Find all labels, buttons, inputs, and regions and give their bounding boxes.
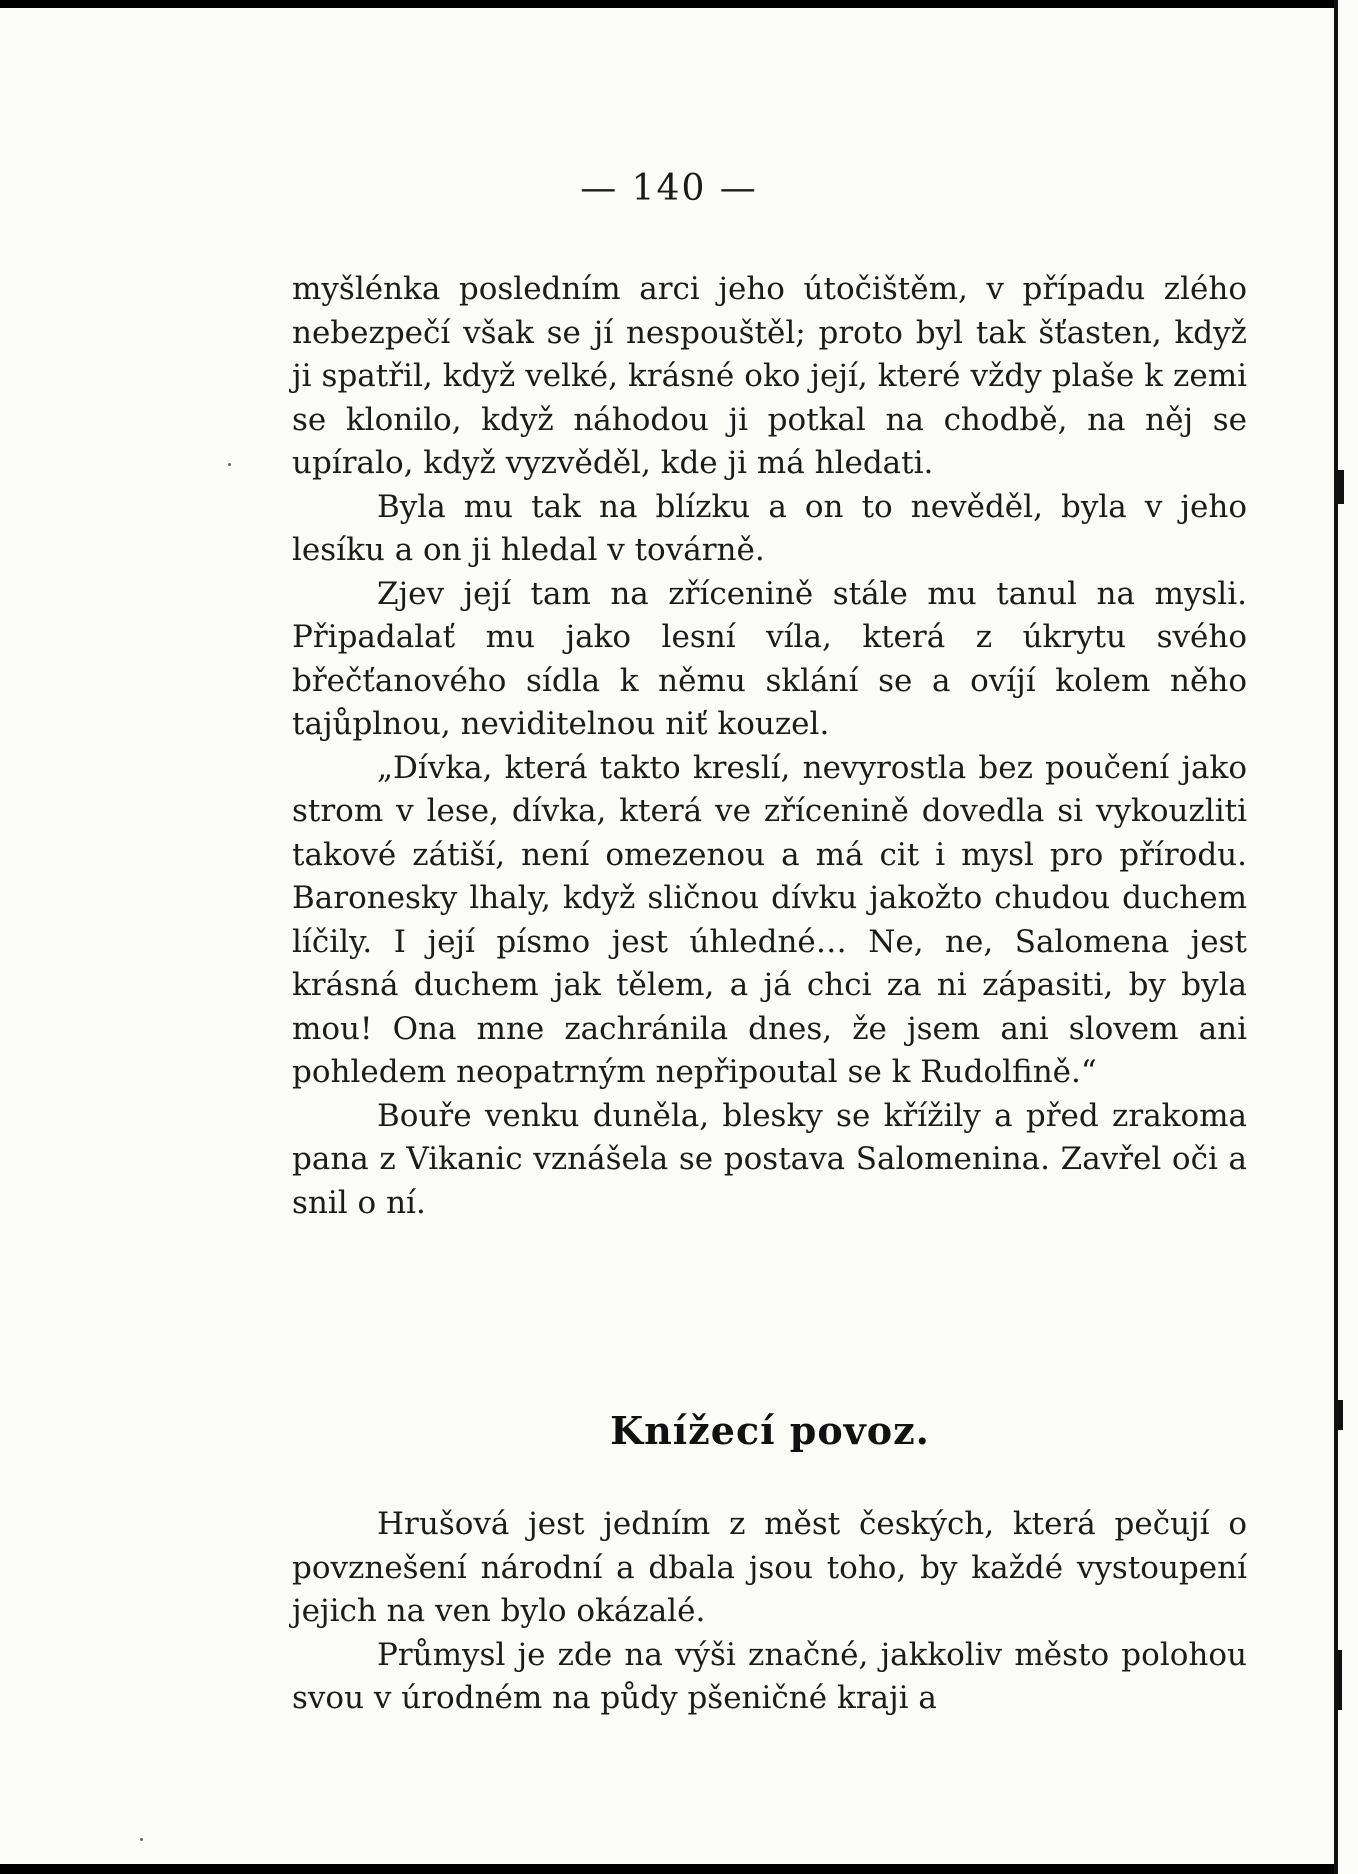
text-after-chapter (292, 1503, 1247, 1721)
text-before-chapter (292, 268, 1247, 1225)
paragraph: myšlénka posledním arci jeho útočištěm, v případu zlého nebezpečí však se jí nespouštěl; proto byl tak šťasten, když ji spatřil, když velké, krásné oko její, které vždy plaše k zemi se klonilo, když náhodou ji potkal na chodbě, na něj se upíralo, když vyzvěděl, kde ji má hledati. (292, 271, 1247, 481)
paragraph: Bouře venku duněla, blesky se křížily a před zrakoma pana z Vikanic vznášela se postava Salomenina. Zavřel oči a snil o ní. (292, 1097, 1247, 1221)
chapter-title: Knížecí povoz. (610, 1408, 930, 1453)
edge-mark (1336, 1400, 1343, 1430)
paragraph: Průmysl je zde na výši značné, jakkoliv město polohou svou v úrodném na půdy pšeničné kraji a (292, 1636, 1247, 1716)
paper-speck (228, 463, 231, 466)
page-number: — 140 — (580, 168, 758, 209)
edge-mark (1336, 1650, 1342, 1710)
paragraph: Hrušová jest jedním z měst českých, která pečují o povznešení národní a dbala jsou toho, by každé vystoupení jejich na ven bylo okázalé. (292, 1506, 1247, 1629)
paper-speck (140, 1838, 143, 1841)
paragraph: „Dívka, která takto kreslí, nevyrostla bez poučení jako strom v lese, dívka, která ve zřícenině dovedla si vykouzliti takové zátiší, není omezenou a má cit i mysl pro přírodu. Baronesky lhaly, když sličnou dívku jakožto chudou duchem líčily. I její písmo jest úhledné… Ne, ne, Salomena jest krásná duchem jak tělem, a já chci za ni zápasiti, by byla mou! Ona mne zachránila dnes, že jsem ani slovem ani pohledem neopatrným nepřipoutal se k Rudolfině.“ (292, 749, 1247, 1090)
book-page (0, 8, 1338, 1864)
paragraph: Zjev její tam na zřícenině stále mu tanul na mysli. Připadalať mu jako lesní víla, která z úkrytu svého břečťanového sídla k němu sklání se a ovíjí kolem něho tajůplnou, neviditelnou niť kouzel. (292, 575, 1247, 742)
page-edge (1334, 0, 1358, 1874)
paragraph: Byla mu tak na blízku a on to nevěděl, byla v jeho lesíku a on ji hledal v továrně. (292, 488, 1247, 568)
edge-mark (1336, 470, 1344, 504)
